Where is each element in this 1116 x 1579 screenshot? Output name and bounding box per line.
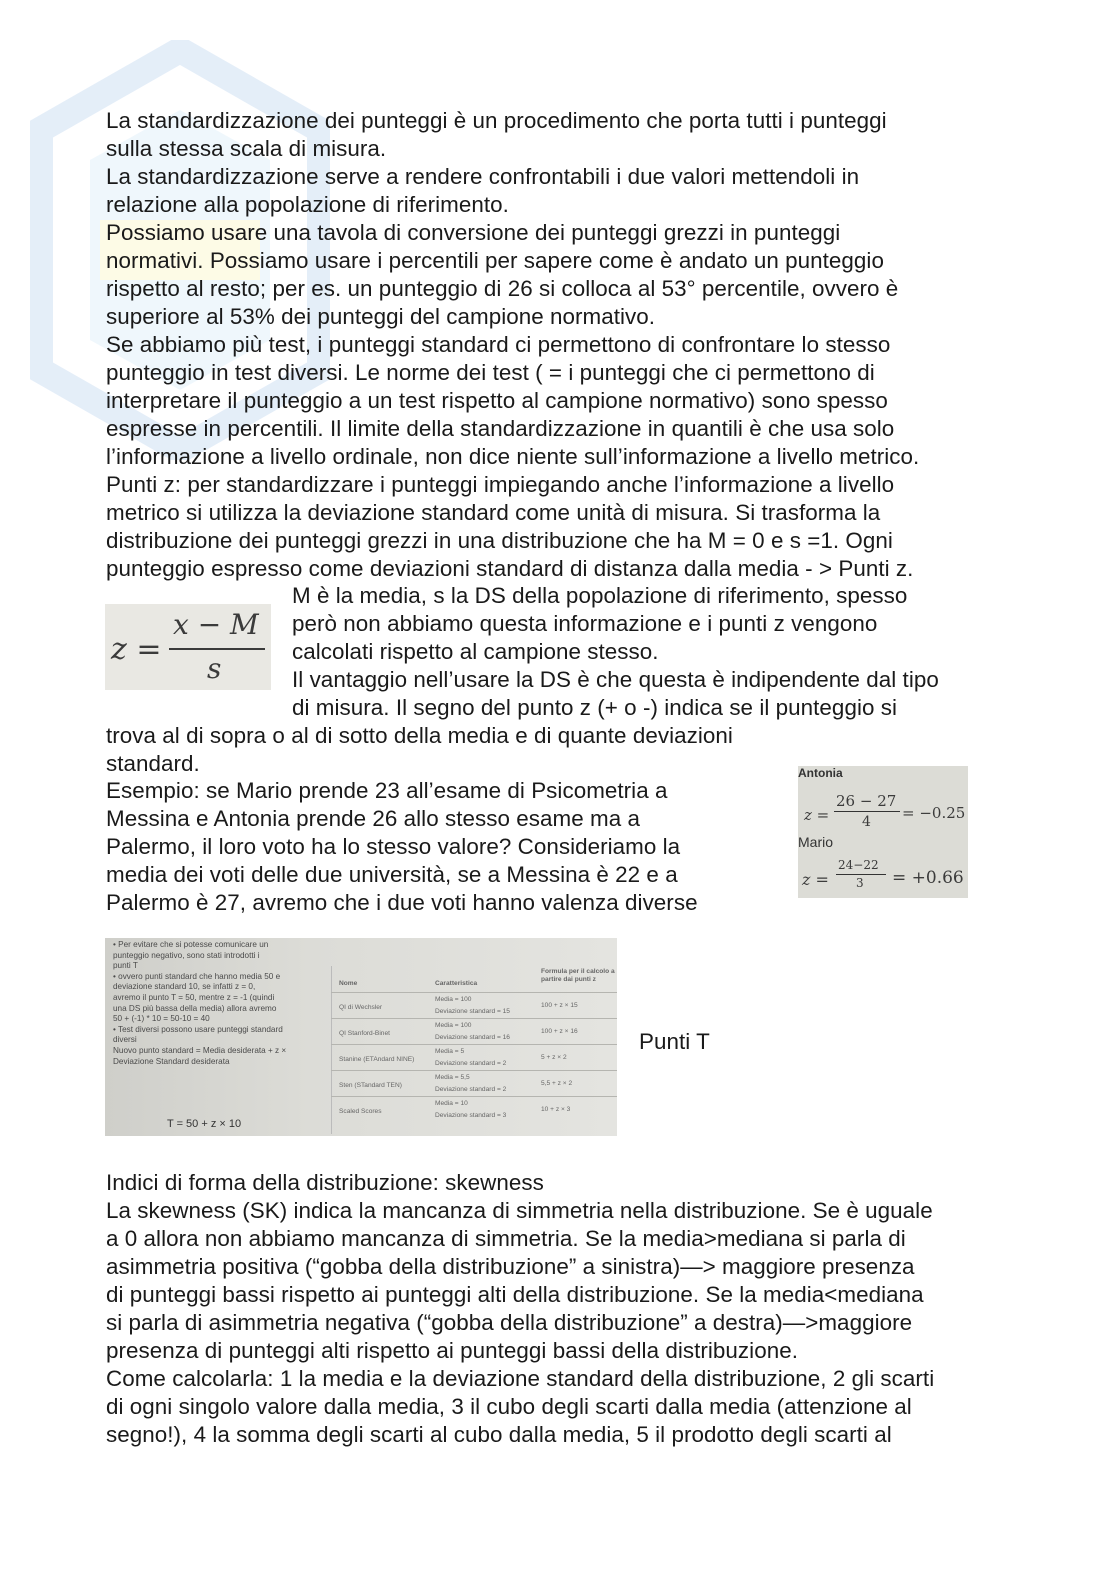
z1-fraction-bar (834, 811, 900, 812)
paragraph-lines-line: punteggio espresso come deviazioni standard di distanza dalla media - > Punti z. (106, 556, 914, 581)
continued-line: trova al di sopra o al di sotto della media e di quante deviazioni (106, 723, 733, 748)
paragraph-lines-line: La standardizzazione serve a rendere confrontabili i due valori mettendoli in (106, 164, 860, 189)
table-cell-c2: Deviazione standard = 16 (435, 1034, 510, 1041)
table-cell-name: Stanine (ETAndard NINE) (339, 1056, 415, 1063)
z-formula-image (105, 604, 271, 690)
slide-bullet-line: Nuovo punto standard = Media desiderata + z × (113, 1046, 287, 1055)
table-header-cell: Formula per il calcolo a partire dai punti z (541, 968, 615, 983)
skewness-lines-line: Indici di forma della distribuzione: skewness (106, 1170, 544, 1195)
table-cell-c2: Deviazione standard = 3 (435, 1112, 507, 1119)
z2-fraction-bar (836, 874, 886, 875)
skewness-lines-line: di ogni singolo valore dalla media, 3 il cubo degli scarti dalla media (attenzione al (106, 1394, 912, 1419)
indented-line: calcolati rispetto al campione stesso. (292, 639, 659, 664)
paragraph-lines-line: rispetto al resto; per es. un punteggio di 26 si colloca al 53° percentile, ovvero è (106, 276, 899, 301)
skewness-lines-line: a 0 allora non abbiamo mancanza di simmetria. Se la media>mediana si parla di (106, 1226, 906, 1251)
table-cell-formula: 100 + z × 15 (541, 1002, 578, 1009)
z-formula-numerator: x − M (173, 608, 259, 641)
antonia-label: Antonia (798, 766, 843, 780)
paragraph-lines-line: Possiamo usare una tavola di conversione dei punteggi grezzi in punteggi (106, 220, 841, 245)
table-cell-c2: Deviazione standard = 15 (435, 1008, 510, 1015)
table-row (331, 1018, 617, 1019)
skewness-lines-line: si parla di asimmetria negativa (“gobba della distribuzione” a destra)—>maggiore (106, 1310, 913, 1335)
punti-t-label: Punti T (639, 1029, 710, 1054)
indented-line: M è la media, s la DS della popolazione di riferimento, spesso (292, 583, 908, 608)
table-cell-formula: 5 + z × 2 (541, 1054, 567, 1061)
slide-bullet-line: Deviazione Standard desiderata (113, 1056, 230, 1066)
z-formula-denominator: s (207, 652, 222, 685)
skewness-lines-line: asimmetria positiva (“gobba della distribuzione” a sinistra)—> maggiore presenza (106, 1254, 915, 1279)
table-cell-name: Scaled Scores (339, 1108, 382, 1115)
table-cell-c2: Deviazione standard = 2 (435, 1060, 507, 1067)
slide-bullet-line: diversi (113, 1035, 137, 1045)
z2-numerator: 24−22 (838, 858, 879, 872)
z1-numerator: 26 − 27 (836, 792, 897, 810)
paragraph-lines-line: espresse in percentili. Il limite della standardizzazione in quantili è che usa solo (106, 416, 895, 441)
table-cell-formula: 100 + z × 16 (541, 1028, 578, 1035)
table-cell-c1: Media = 10 (435, 1100, 468, 1107)
punti-t-slide-photo (105, 938, 617, 1136)
table-cell-c2: Deviazione standard = 2 (435, 1086, 507, 1093)
slide-bullet-line: punteggio negativo, sono stati introdotti i (113, 950, 260, 960)
slide-bullet-line: • Per evitare che si potesse comunicare un (113, 940, 269, 949)
indented-line: di misura. Il segno del punto z (+ o -) indica se il punteggio si (292, 695, 898, 720)
skewness-lines-line: segno!), 4 la somma degli scarti al cubo dalla media, 5 il prodotto degli scarti al (106, 1422, 892, 1447)
z1-denominator: 4 (862, 814, 871, 830)
example-lines-line: Palermo, il loro voto ha lo stesso valore? Consideriamo la (106, 834, 681, 859)
table-cell-name: QI di Wechsler (339, 1004, 383, 1011)
table-cell-name: Sten (STandard TEN) (339, 1082, 402, 1089)
skewness-lines-line: Come calcolarla: 1 la media e la deviazione standard della distribuzione, 2 gli scarti (106, 1366, 935, 1391)
table-cell-c1: Media = 5 (435, 1048, 465, 1055)
paragraph-lines-line: l’informazione a livello ordinale, non dice niente sull’informazione a livello metrico. (106, 444, 920, 469)
paragraph-lines-line: interpretare il punteggio a un test rispetto al campione normativo) sono spesso (106, 388, 888, 413)
t-formula: T = 50 + z × 10 (167, 1118, 242, 1130)
skewness-lines-line: La skewness (SK) indica la mancanza di simmetria nella distribuzione. Se è uguale (106, 1198, 933, 1223)
table-row (331, 1044, 617, 1045)
slide-bullet-line: una DS più bassa della media) allora avremo (113, 1003, 277, 1013)
table-cell-c1: Media = 100 (435, 1022, 472, 1029)
table-cell-c1: Media = 5,5 (435, 1074, 470, 1081)
example-lines-line: Palermo è 27, avremo che i due voti hanno valenza diverse (106, 890, 698, 915)
fraction-bar (169, 648, 265, 650)
z2-denominator: 3 (856, 876, 864, 890)
slide-bullet-line: avremo il punto T = 50, mentre z = -1 (quindi (113, 993, 275, 1002)
example-lines-line: Messina e Antonia prende 26 allo stesso esame ma a (106, 806, 640, 831)
indented-line: però non abbiamo questa informazione e i punti z vengono (292, 611, 878, 636)
skewness-lines-line: presenza di punteggi alti rispetto ai punteggi bassi della distribuzione. (106, 1338, 798, 1363)
paragraph-lines-line: Se abbiamo più test, i punteggi standard ci permettono di confrontare lo stesso (106, 332, 891, 357)
paragraph-lines-line: superiore al 53% dei punteggi del campione normativo. (106, 304, 656, 329)
paragraph-lines-line: normativi. Possiamo usare i percentili per sapere come è andato un punteggio (106, 248, 884, 273)
paragraph-lines-line: Punti z: per standardizzare i punteggi impiegando anche l’informazione a livello (106, 472, 895, 497)
slide-bullet-line: punti T (113, 961, 138, 971)
table-cell-c1: Media = 100 (435, 996, 472, 1003)
paragraph-lines-line: punteggio in test diversi. Le norme dei test ( = i punteggi che ci permettono di (106, 360, 875, 385)
table-row (331, 1070, 617, 1071)
table-header-cell: Caratteristica (435, 980, 478, 987)
slide-bullet-line: 50 + (-1) * 10 = 50-10 = 40 (113, 1014, 210, 1024)
table-row (331, 992, 617, 993)
table-row (331, 1096, 617, 1097)
example-lines-line: media dei voti delle due università, se a Messina è 22 e a (106, 862, 678, 887)
z2-result: = +0.66 (892, 868, 964, 888)
example-lines-line: Esempio: se Mario prende 23 all’esame di Psicometria a (106, 778, 668, 803)
indented-line: Il vantaggio nell’usare la DS è che questa è indipendente dal tipo (292, 667, 939, 692)
example-z-image (798, 766, 968, 898)
paragraph-lines-line: metrico si utilizza la deviazione standard come unità di misura. Si trasforma la (106, 500, 881, 525)
table-header-cell: Nome (339, 980, 358, 987)
paragraph-lines-line: La standardizzazione dei punteggi è un procedimento che porta tutti i punteggi (106, 108, 887, 133)
continued-line: standard. (106, 751, 200, 776)
slide-bullet-line: deviazione standard 10, se infatti z = 0, (113, 982, 256, 992)
z-formula-lhs: z = (111, 632, 162, 667)
slide-bullet-line: • ovvero punti standard che hanno media 50 e (113, 971, 281, 981)
z1-result: = −0.25 (902, 804, 966, 822)
paragraph-lines-line: relazione alla popolazione di riferimento. (106, 192, 509, 217)
skewness-lines-line: di punteggi bassi rispetto ai punteggi alti della distribuzione. Se la media<mediana (106, 1282, 924, 1307)
mario-label: Mario (798, 834, 834, 850)
paragraph-lines-line: sulla stessa scala di misura. (106, 136, 387, 161)
slide-bullet-line: • Test diversi possono usare punteggi standard (113, 1024, 283, 1034)
table-cell-formula: 10 + z × 3 (541, 1106, 571, 1113)
z2-lhs: z = (802, 870, 829, 889)
table-cell-formula: 5,5 + z × 2 (541, 1080, 573, 1087)
z1-lhs: z = (804, 806, 830, 824)
paragraph-lines-line: distribuzione dei punteggi grezzi in una distribuzione che ha M = 0 e s =1. Ogni (106, 528, 893, 553)
table-cell-name: QI Stanford-Binet (339, 1030, 390, 1037)
